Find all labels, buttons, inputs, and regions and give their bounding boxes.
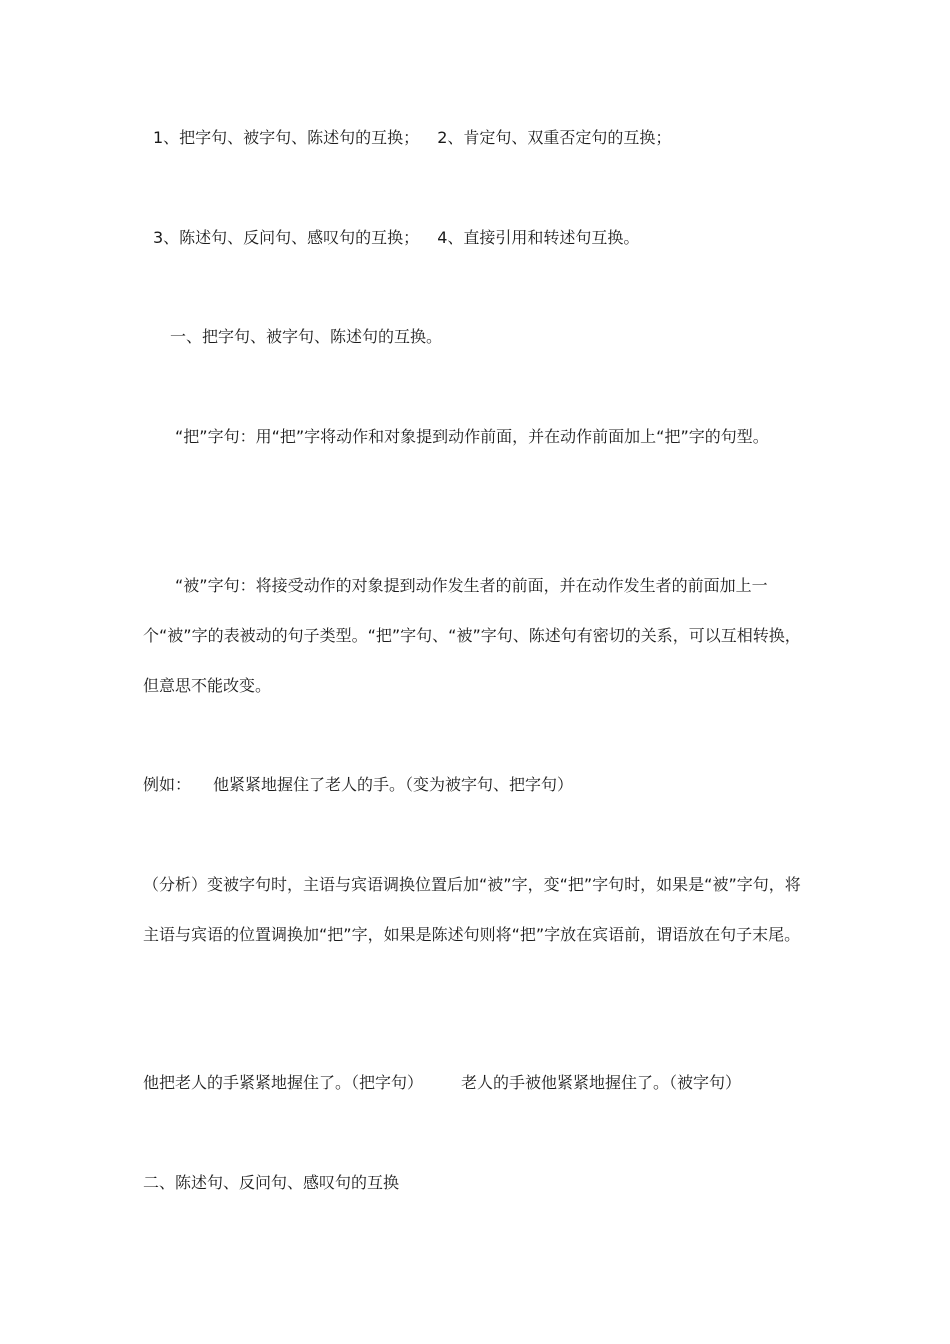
overview-item-1: 1、把字句、被字句、陈述句的互换； xyxy=(153,128,420,147)
overview-item-4: 4、直接引用和转述句互换。 xyxy=(437,228,640,247)
overview-line-1 xyxy=(153,128,671,148)
answer-line xyxy=(143,1073,741,1093)
overview-item-3: 3、陈述句、反问句、感叹句的互换； xyxy=(153,228,420,247)
overview-item-2: 2、肯定句、双重否定句的互换； xyxy=(437,128,672,147)
bei-definition-paragraph: “被”字句：将接受动作的对象提到动作发生者的前面，并在动作发生者的前面加上一个“被”字的表被动的句子类型。“把”字句、“被”字句、陈述句有密切的关系，可以互相转换，但意思不能改变。 xyxy=(143,576,801,695)
answer-bei-sentence: 老人的手被他紧紧地握住了。（被字句） xyxy=(461,1073,742,1092)
section-2-heading: 二、陈述句、反问句、感叹句的互换 xyxy=(143,1173,400,1192)
answer-ba-sentence: 他把老人的手紧紧地握住了。（把字句） xyxy=(143,1073,424,1092)
example-sentence: 他紧紧地握住了老人的手。（变为被字句、把字句） xyxy=(213,775,574,794)
example-line xyxy=(143,775,573,795)
section-1-heading: 一、把字句、被字句、陈述句的互换。 xyxy=(170,327,443,346)
ba-definition-paragraph: “把”字句：用“把”字将动作和对象提到动作前面，并在动作前面加上“把”字的句型。 xyxy=(175,427,769,446)
overview-line-2 xyxy=(153,228,639,248)
analysis-paragraph: （分析）变被字句时，主语与宾语调换位置后加“被”字，变“把”字句时，如果是“被”字句，将主语与宾语的位置调换加“把”字，如果是陈述句则将“把”字放在宾语前，谓语放在句子末尾。 xyxy=(143,875,801,944)
example-label: 例如： xyxy=(143,775,192,794)
